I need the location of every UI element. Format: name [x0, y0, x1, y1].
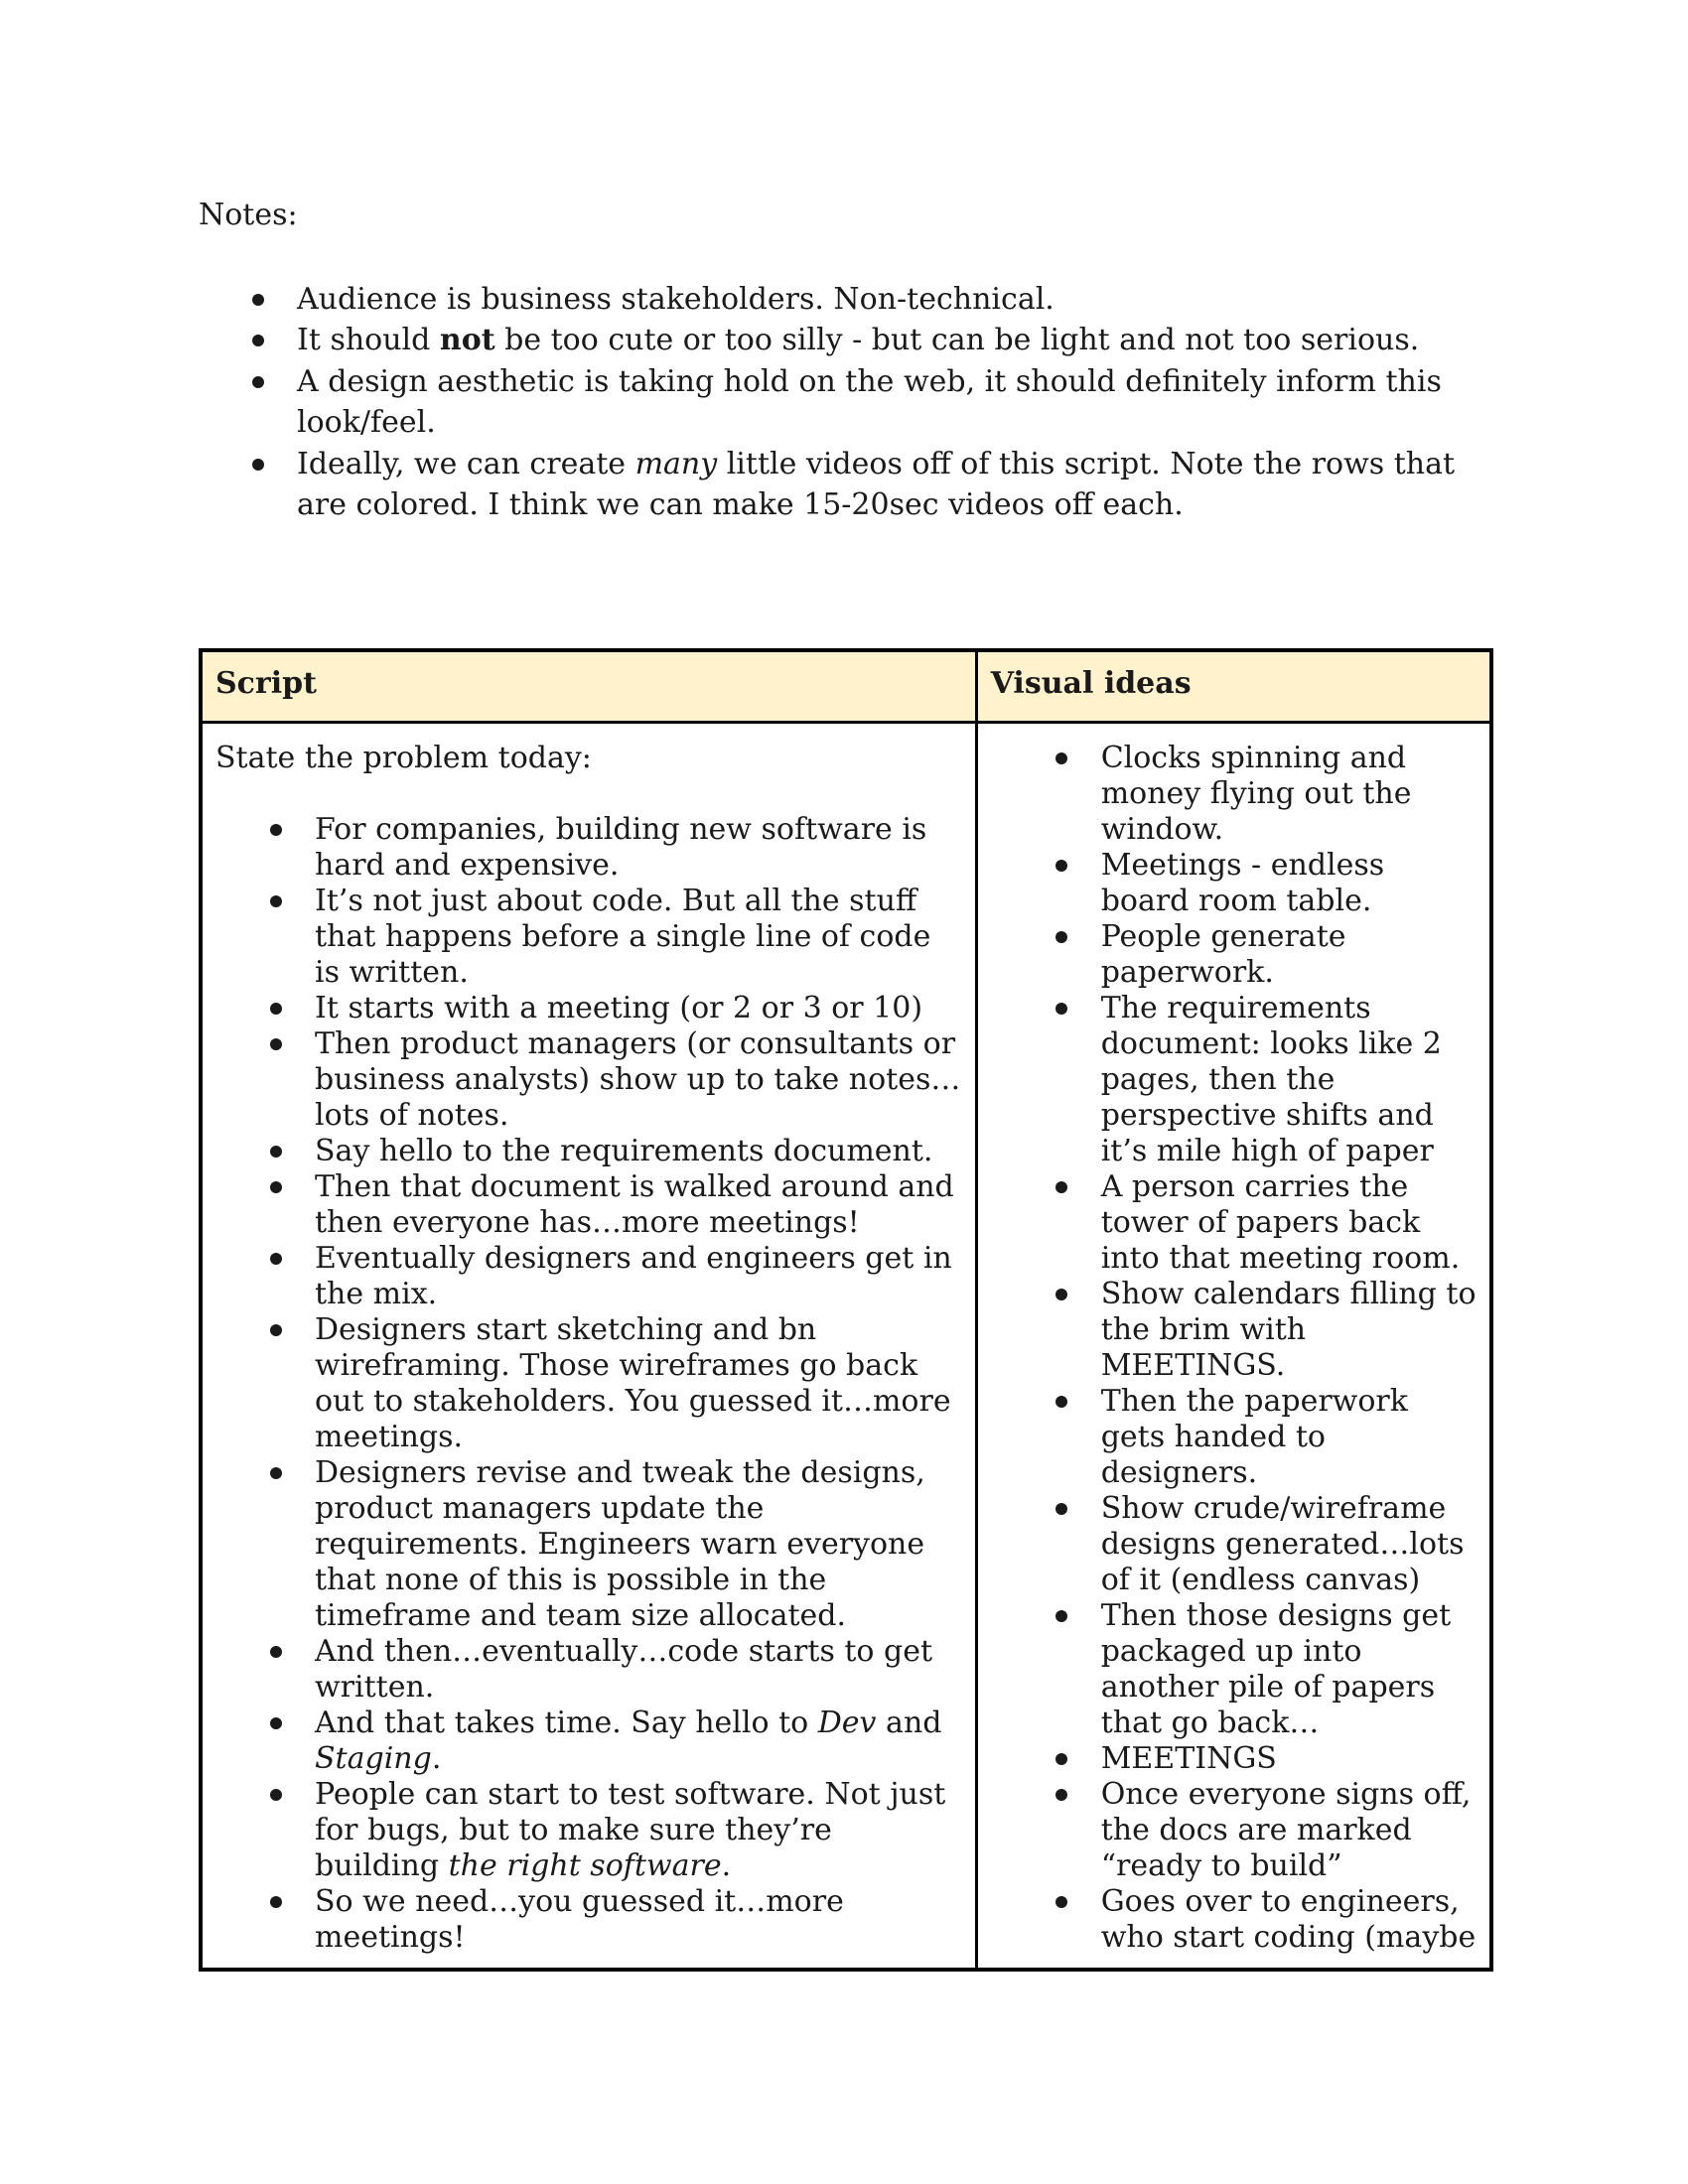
- note-item: [199, 444, 1489, 526]
- script-item: It’s not just about code. But all the stuff that happens before a single line of code is written.: [215, 884, 963, 991]
- script-text: People can start to test software. Not just for bugs, but to make sure they’re building: [315, 1777, 946, 1883]
- script-item: Eventually designers and engineers get in the mix.: [215, 1241, 963, 1312]
- script-text: And that takes time. Say hello to: [315, 1706, 818, 1740]
- note-text: be too cute or too silly - but can be light and not too serious.: [494, 323, 1420, 357]
- script-emphasis-italic: Dev: [817, 1706, 877, 1740]
- visual-idea-item: Then those designs get packaged up into another pile of papers that go back…: [991, 1598, 1477, 1741]
- script-item: So we need…you guessed it…more meetings!: [215, 1884, 963, 1956]
- visual-ideas-cell: [976, 723, 1491, 1971]
- note-text: Ideally, we can create: [297, 446, 635, 481]
- visual-idea-item: Goes over to engineers, who start coding (maybe: [991, 1884, 1477, 1956]
- script-item: Say hello to the requirements document.: [215, 1134, 963, 1169]
- visual-idea-item: People generate paperwork.: [991, 919, 1477, 991]
- visual-idea-item: Show crude/wireframe designs generated…lots of it (endless canvas): [991, 1491, 1477, 1598]
- visual-idea-item: The requirements document: looks like 2 pages, then the perspective shifts and it’s mile high of paper: [991, 991, 1477, 1169]
- header-script: Script: [201, 650, 976, 723]
- script-emphasis-italic: the right software: [448, 1848, 722, 1883]
- script-cell: [201, 723, 976, 1971]
- script-text: and: [876, 1706, 942, 1740]
- script-text: .: [431, 1741, 442, 1776]
- script-item: It starts with a meeting (or 2 or 3 or 10): [215, 991, 963, 1026]
- script-item: Designers revise and tweak the designs, product managers update the requirements. Engineers warn everyone that none of this is possible in the timeframe and team size allocated.: [215, 1455, 963, 1634]
- note-emphasis-bold: not: [439, 323, 495, 357]
- script-emphasis-italic: Staging: [315, 1741, 432, 1776]
- script-item: For companies, building new software is hard and expensive.: [215, 812, 963, 884]
- note-item: [199, 361, 1489, 444]
- script-table: [199, 648, 1493, 1972]
- notes-list: [199, 279, 1489, 526]
- note-text: Audience is business stakeholders. Non-technical.: [297, 281, 1055, 317]
- notes-heading: Notes:: [199, 198, 298, 232]
- table-row: [201, 723, 1491, 1971]
- visual-idea-item: MEETINGS: [991, 1741, 1477, 1777]
- note-text: A design aesthetic is taking hold on the web, it should definitely inform this look/feel.: [297, 363, 1442, 440]
- visual-idea-item: Once everyone signs off, the docs are marked “ready to build”: [991, 1777, 1477, 1884]
- script-item: [215, 1706, 963, 1777]
- visual-ideas-list: [991, 741, 1477, 1956]
- note-emphasis-italic: many: [634, 446, 718, 481]
- note-text: little videos off of this script. Note the rows that are colored. I think we can make 15-20sec videos off each.: [297, 446, 1456, 522]
- script-item: Then product managers (or consultants or business analysts) show up to take notes…lots of notes.: [215, 1026, 963, 1134]
- note-item: [199, 320, 1489, 361]
- note-text: It should: [297, 323, 440, 357]
- visual-idea-item: Then the paperwork gets handed to designers.: [991, 1384, 1477, 1491]
- header-visual-ideas: Visual ideas: [976, 650, 1491, 723]
- script-intro: State the problem today:: [215, 741, 592, 775]
- script-text: .: [721, 1848, 732, 1883]
- script-item: Designers start sketching and bn wireframing. Those wireframes go back out to stakeholders. You guessed it…more meetings.: [215, 1312, 963, 1455]
- script-list: [215, 812, 963, 1956]
- note-item: [199, 279, 1489, 321]
- table-header-row: [201, 650, 1491, 723]
- notes-section: [199, 195, 1489, 526]
- script-item: [215, 1777, 963, 1884]
- script-item: And then…eventually…code starts to get written.: [215, 1634, 963, 1706]
- visual-idea-item: Meetings - endless board room table.: [991, 848, 1477, 919]
- script-item: Then that document is walked around and then everyone has…more meetings!: [215, 1169, 963, 1241]
- visual-idea-item: A person carries the tower of papers back into that meeting room.: [991, 1169, 1477, 1277]
- visual-idea-item: Clocks spinning and money flying out the window.: [991, 741, 1477, 848]
- visual-idea-item: Show calendars filling to the brim with MEETINGS.: [991, 1277, 1477, 1384]
